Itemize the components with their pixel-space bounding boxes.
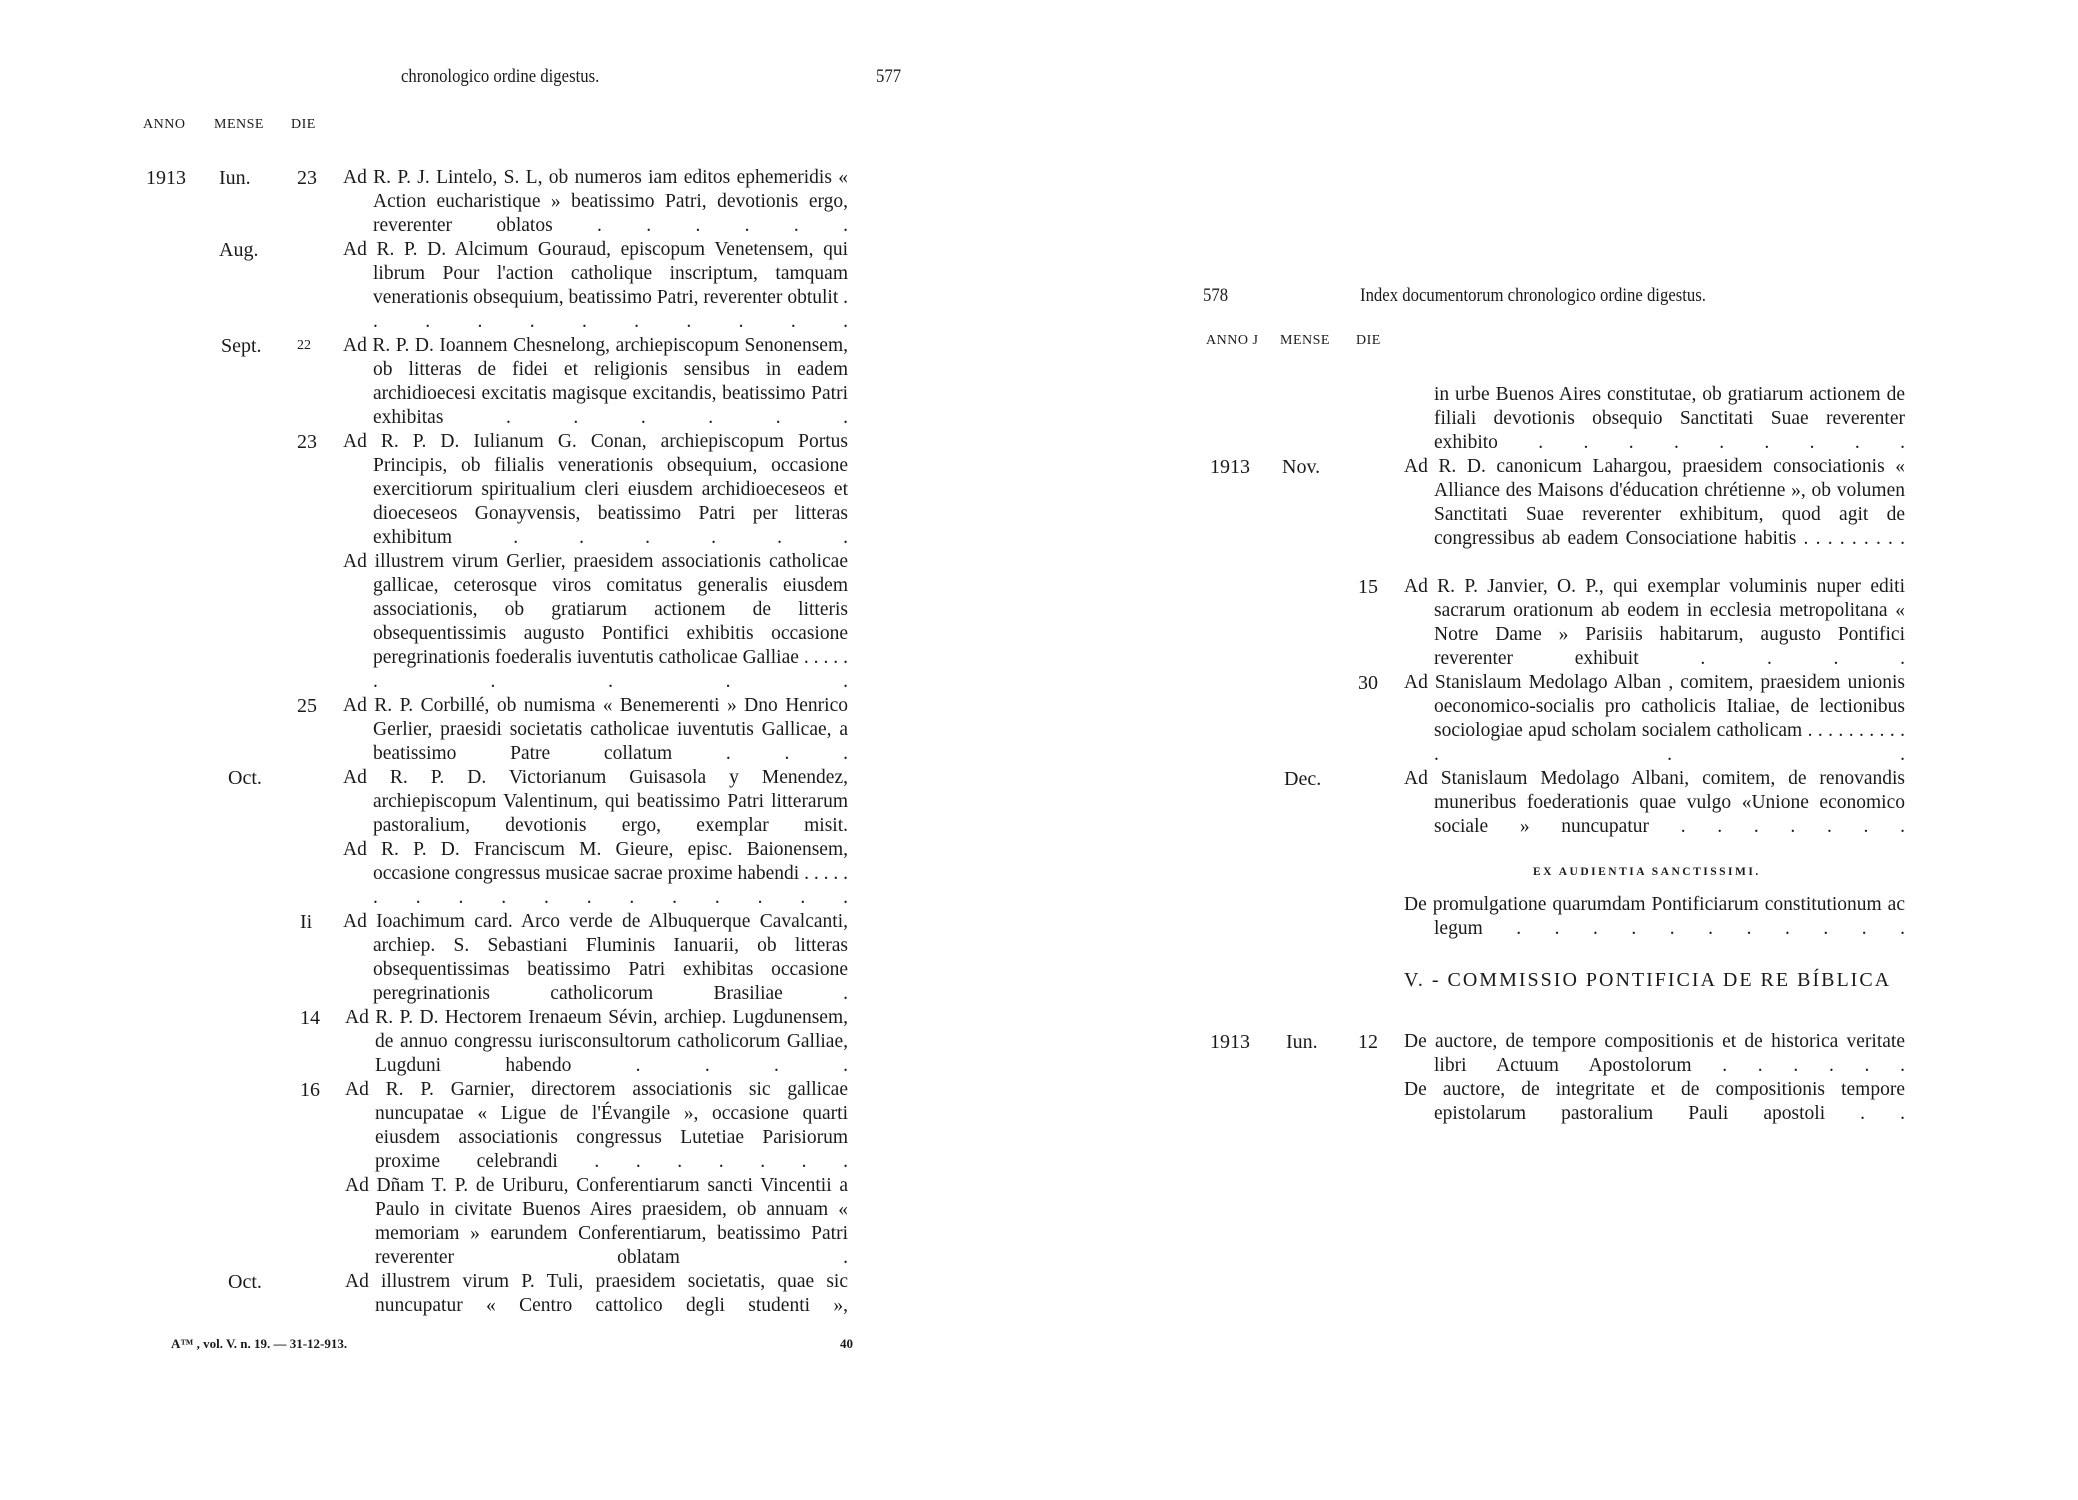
entry-text: Ad illustrem virum P. Tuli, praesidem societatis, quae sic nuncupatur « Centro cattolico degli studenti », [345, 1271, 848, 1316]
audience-heading: EX AUDIENTIA SANCTISSIMI. [1533, 866, 1761, 878]
list-item [1190, 1030, 2078, 1078]
list-item [0, 1006, 1039, 1078]
running-title: Index documentorum chronologico ordine digestus. [1360, 285, 1706, 306]
right-page [1190, 0, 2078, 1500]
entry-month: Sept. [221, 335, 262, 357]
entry-text: Ad R. P. D. Victorianum Guisasola y Menendez, archiepiscopum Valentinum, qui beatissimo Patri litterarum pastoralium, devotionis ergo, exemplar misit. [343, 767, 848, 836]
section-entries-list [1190, 1030, 2078, 1126]
entries-list [0, 166, 1039, 1318]
entry-day: 23 [297, 431, 317, 453]
running-title: chronologico ordine digestus. [401, 66, 600, 87]
audience-list [1190, 893, 2078, 941]
list-item [0, 1078, 1039, 1174]
entry-month: Nov. [1282, 456, 1321, 478]
column-header-anno: ANNO J [1206, 333, 1259, 348]
entry-day: 12 [1358, 1031, 1378, 1053]
column-header-mense: MENSE [214, 117, 264, 132]
entry-month: Oct. [228, 1271, 262, 1293]
column-header-die: DIE [291, 117, 316, 132]
list-item [1190, 575, 2078, 671]
section-heading: V. - COMMISSIO PONTIFICIA DE RE BÍBLICA [1404, 969, 1892, 991]
page-number: 578 [1203, 285, 1229, 306]
entry-month: Aug. [219, 239, 259, 261]
entry-text: in urbe Buenos Aires constitutae, ob gratiarum actionem de filiali devotionis obsequio Sanctitati Suae reverenter exhibito . . . . . . . . . [1434, 384, 1905, 453]
column-header-die: DIE [1356, 333, 1381, 348]
entry-text: Ad R. D. canonicum Lahargou, praesidem consociationis « Alliance des Maisons d'éducation chrétienne », ob volumen Sanctitati Suae reverenter exhibitum, quod agit de congressibus ab eadem Consociatione habitis . . . . . . . . . [1404, 456, 1905, 549]
entry-year: 1913 [1210, 1031, 1250, 1053]
entry-text: Ad Stanislaum Medolago Albani, comitem, de renovandis muneribus foederationis quae vulgo «Unione economico sociale » nuncupatur . . . . . . . [1404, 768, 1905, 837]
entry-text: Ad R. P. Garnier, directorem associationis sic gallicae nuncupatae « Ligue de l'Évangile », occasione quarti eiusdem associationis congressus Lutetiae Parisiorum proxime celebrandi . . . . . . . [345, 1079, 848, 1172]
list-item [0, 766, 1039, 838]
footer-signature: 40 [840, 1336, 853, 1351]
entry-text: Ad Stanislaum Medolago Alban , comitem, praesidem unionis oeconomico-socialis pro catholicis Italiae, de lectionibus sociologiae apud scholam socialem catholicam . . . . . . . . . . . . . [1404, 672, 1905, 765]
entry-month: Dec. [1284, 768, 1322, 790]
entry-text: De promulgatione quarumdam Pontificiarum constitutionum ac legum . . . . . . . . . . . [1404, 894, 1905, 939]
entry-text: De auctore, de integritate et de compositionis tempore epistolarum pastoralium Pauli apostoli . . [1404, 1079, 1905, 1124]
list-item [1190, 455, 2078, 575]
entry-day: 15 [1358, 576, 1378, 598]
entry-text: Ad R. P. J. Lintelo, S. L, ob numeros iam editos ephemeridis « Action eucharistique » beatissimo Patri, devotionis ergo, reverenter oblatos . . . . . . [343, 167, 848, 236]
list-item [0, 1174, 1039, 1270]
entry-month: Iun. [219, 167, 251, 189]
entry-month: Iun. [1286, 1031, 1318, 1053]
entry-text: Ad Ioachimum card. Arco verde de Albuquerque Cavalcanti, archiep. S. Sebastiani Fluminis Ianuarii, ob litteras obsequentissimas beatissimo Patri exhibitas occasione peregrinationis catholicorum Brasiliae . [343, 911, 848, 1004]
entry-text: Ad illustrem virum Gerlier, praesidem associationis catholicae gallicae, ceterosque viros comitatus generalis eiusdem associationis, ob gratiarum actionem de litteris obsequentissimis augusto Pontifici exhibitis occasione peregrinationis foederalis iuventutis catholicae Galliae . . . . . . . . . . [343, 551, 848, 692]
list-item [0, 238, 1039, 334]
entry-year: 1913 [1210, 456, 1250, 478]
entry-day: 25 [297, 695, 317, 717]
entries-list [1190, 383, 2078, 839]
list-item [1190, 1078, 2078, 1126]
entry-day: 16 [300, 1079, 320, 1101]
footer-citation: A™ , vol. V. n. 19. — 31-12-913. [171, 1336, 348, 1351]
list-item [0, 334, 1039, 430]
list-item [0, 166, 1039, 238]
entry-text: Ad Dñam T. P. de Uriburu, Conferentiarum sancti Vincentii a Paulo in civitate Buenos Aires praesidem, ob annuam « memoriam » earundem Conferentiarum, beatissimo Patri reverenter oblatam . [345, 1175, 848, 1268]
entry-day: 23 [297, 167, 317, 189]
entry-text: Ad R. P. Corbillé, ob numisma « Benemerenti » Dno Henrico Gerlier, praesidi societatis catholicae iuventutis Gallicae, a beatissimo Patre collatum . . . [343, 695, 848, 764]
list-item [1190, 767, 2078, 839]
page-number: 577 [876, 66, 902, 87]
entry-year: 1913 [146, 167, 186, 189]
entry-text: Ad R. P. D. Ioannem Chesnelong, archiepiscopum Senonensem, ob litteras de fidei et religionis sensibus in eadem archidioecesi excitatis magisque excitandis, beatissimo Patri exhibitas . . . . . . [343, 335, 848, 428]
entry-day: 22 [297, 338, 311, 353]
list-item [0, 910, 1039, 1006]
list-item [0, 430, 1039, 550]
list-item [1190, 671, 2078, 767]
list-item [0, 694, 1039, 766]
entry-text: Ad R. P. D. Iulianum G. Conan, archiepiscopum Portus Principis, ob filialis venerationis obsequium, occasione exercitiorum spiritualium cleri eiusdem archidioeceseos et dioeceseos Gonayvensis, beatissimo Patri per litteras exhibitum . . . . . . [343, 431, 848, 548]
entry-text: De auctore, de tempore compositionis et de historica veritate libri Actuum Apostolorum . . . . . . [1404, 1031, 1905, 1076]
entry-text: Ad R. P. D. Franciscum M. Gieure, episc. Baionensem, occasione congressus musicae sacrae proxime habendi . . . . . . . . . . . . . . . . . [343, 839, 848, 908]
entry-day: 14 [300, 1007, 320, 1029]
list-item [1190, 893, 2078, 941]
entry-text: Ad R. P. D. Alcimum Gouraud, episcopum Venetensem, qui librum Pour l'action catholique inscriptum, tamquam venerationis obsequium, beatissimo Patri, reverenter obtulit . . . . . . . . . . . [343, 239, 848, 332]
column-header-anno: ANNO [143, 117, 186, 132]
entry-month: Oct. [228, 767, 262, 789]
list-item [0, 550, 1039, 694]
entry-text: Ad R. P. D. Hectorem Irenaeum Sévin, archiep. Lugdunensem, de annuo congressu iurisconsultorum catholicorum Galliae, Lugduni habendo . . . . [345, 1007, 848, 1076]
entry-text: Ad R. P. Janvier, O. P., qui exemplar voluminis nuper editi sacrarum orationum ab eodem in ecclesia metropolitana « Notre Dame » Parisiis habitarum, augusto Pontifici reverenter exhibuit . . . . [1404, 576, 1905, 669]
list-item [0, 838, 1039, 910]
column-header-mense: MENSE [1280, 333, 1330, 348]
list-item [1190, 383, 2078, 455]
entry-day: 30 [1358, 672, 1378, 694]
entry-day: Ii [300, 911, 313, 933]
list-item [0, 1270, 1039, 1318]
